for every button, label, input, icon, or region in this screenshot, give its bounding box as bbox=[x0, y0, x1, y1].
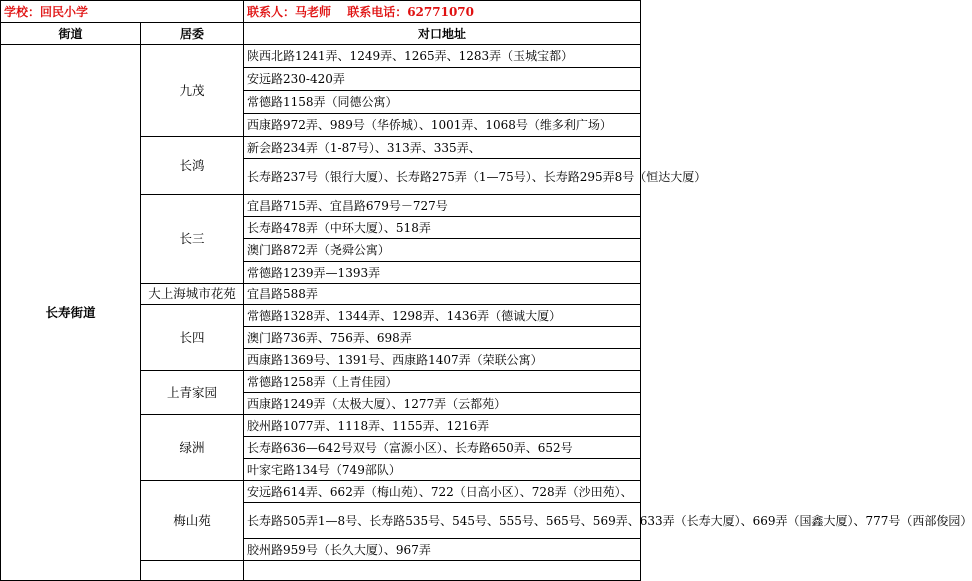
address-cell: 安远路614弄、662弄（梅山苑）、722（日高小区）、728弄（沙田苑）、 bbox=[244, 481, 641, 503]
committee-name: 长鸿 bbox=[141, 137, 244, 195]
address-cell: 常德路1158弄（同德公寓） bbox=[244, 91, 641, 114]
table-row bbox=[1, 45, 641, 68]
address-cell: 宜昌路588弄 bbox=[244, 284, 641, 305]
address-cell: 常德路1239弄—1393弄 bbox=[244, 262, 641, 284]
committee-name: 梅山苑 bbox=[141, 481, 244, 561]
address-cell: 胶州路959号（长久大厦）、967弄 bbox=[244, 539, 641, 561]
title-row bbox=[1, 1, 641, 23]
contact-info: 联系人：马老师 联系电话：62771070 bbox=[244, 1, 641, 23]
address-cell: 西康路972弄、989号（华侨城）、1001弄、1068号（维多利广场） bbox=[244, 114, 641, 137]
column-header-row bbox=[1, 23, 641, 45]
address-cell: 叶家宅路134号（749部队） bbox=[244, 459, 641, 481]
committee-name: 绿洲 bbox=[141, 415, 244, 481]
address-cell: 长寿路478弄（中环大厦）、518弄 bbox=[244, 217, 641, 239]
committee-name: 大上海城市花苑 bbox=[141, 284, 244, 305]
address-cell: 陕西北路1241弄、1249弄、1265弄、1283弄（玉城宝都） bbox=[244, 45, 641, 68]
address-cell: 澳门路736弄、756弄、698弄 bbox=[244, 327, 641, 349]
school-name: 学校：回民小学 bbox=[1, 1, 244, 23]
address-cell: 安远路230-420弄 bbox=[244, 68, 641, 91]
address-cell: 胶州路1077弄、1118弄、1155弄、1216弄 bbox=[244, 415, 641, 437]
address-cell: 西康路1369号、1391号、西康路1407弄（荣联公寓） bbox=[244, 349, 641, 371]
address-cell: 常德路1258弄（上青佳园） bbox=[244, 371, 641, 393]
address-cell: 长寿路237号（银行大厦）、长寿路275弄（1—75号）、长寿路295弄8号（恒达大厦） bbox=[244, 159, 641, 195]
address-cell: 常德路1328弄、1344弄、1298弄、1436弄（德诚大厦） bbox=[244, 305, 641, 327]
address-cell: 长寿路505弄1—8号、长寿路535号、545号、555号、565号、569弄、633弄（长寿大厦）、669弄（国鑫大厦）、777号（西部俊园） bbox=[244, 503, 641, 539]
column-header-committee: 居委 bbox=[141, 23, 244, 45]
committee-name: 长三 bbox=[141, 195, 244, 284]
committee-name: 长四 bbox=[141, 305, 244, 371]
committee-name: 上青家园 bbox=[141, 371, 244, 415]
address-cell: 长寿路636—642号双号（富源小区）、长寿路650弄、652号 bbox=[244, 437, 641, 459]
address-cell: 西康路1249弄（太极大厦）、1277弄（云都苑） bbox=[244, 393, 641, 415]
committee-name: 九茂 bbox=[141, 45, 244, 137]
column-header-street: 街道 bbox=[1, 23, 141, 45]
column-header-address: 对口地址 bbox=[244, 23, 641, 45]
address-cell: 澳门路872弄（尧舜公寓） bbox=[244, 239, 641, 262]
address-cell: 宜昌路715弄、宜昌路679号－727号 bbox=[244, 195, 641, 217]
address-cell-empty bbox=[244, 561, 641, 581]
street-name: 长寿街道 bbox=[1, 45, 141, 581]
committee-name-empty bbox=[141, 561, 244, 581]
address-cell: 新会路234弄（1-87号）、313弄、335弄、 bbox=[244, 137, 641, 159]
